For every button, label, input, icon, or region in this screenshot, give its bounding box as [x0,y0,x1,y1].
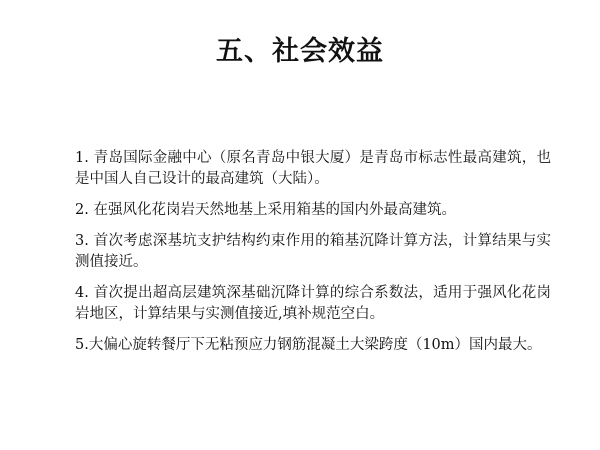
benefit-item-2: 2. 在强风化花岗岩天然地基上采用箱基的国内外最高建筑。 [75,202,456,218]
benefit-item-5: 5.大偏心旋转餐厅下无粘预应力钢筋混凝土大梁跨度（10m）国内最大。 [75,337,542,353]
benefit-item-4: 4. 首次提出超高层建筑深基础沉降计算的综合系数法，适用于强风化花岗岩地区，计算结果与实测值接近,填补规范空白。 [75,285,551,322]
benefit-item-1: 1. 青岛国际金融中心（原名青岛中银大厦）是青岛市标志性最高建筑，也是中国人自己设计的最高建筑（大陆）。 [75,150,551,187]
benefit-item-3: 3. 首次考虑深基坑支护结构约束作用的箱基沉降计算方法，计算结果与实测值接近。 [75,233,551,270]
slide-title: 五、社会效益 [216,36,384,67]
benefit-list [75,148,551,366]
